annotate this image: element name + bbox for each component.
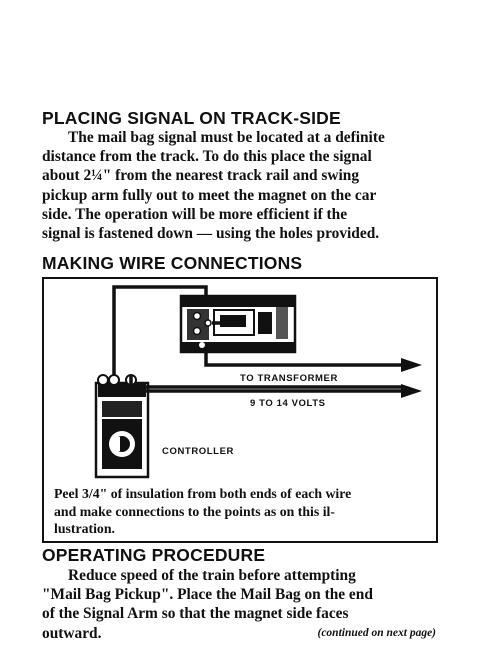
signal-unit (181, 296, 295, 352)
placing-line-6: signal is fastened down — using the holes provided. (42, 225, 380, 243)
operating-line-3: of the Signal Arm so that the magnet side faces (42, 605, 349, 623)
operating-line-1: Reduce speed of the train before attempting (68, 567, 356, 584)
placing-line-5: side. The operation will be more efficient if the (42, 205, 348, 223)
arrow-right-icon (401, 358, 422, 372)
placing-line-2: distance from the track. To do this place the signal (42, 148, 372, 166)
continued-note: (continued on next page) (317, 626, 436, 639)
placing-paragraph (42, 128, 440, 243)
wiring-note (54, 485, 426, 538)
operating-line-2: "Mail Bag Pickup". Place the Mail Bag on the end (42, 586, 373, 604)
wiring-diagram (42, 277, 438, 543)
placing-line-1: The mail bag signal must be located at a definite (68, 129, 385, 146)
wiring-note-line-3: lustration. (54, 521, 115, 536)
label-voltage: 9 TO 14 VOLTS (250, 398, 326, 409)
operating-paragraph (42, 566, 440, 643)
label-controller: CONTROLLER (162, 446, 234, 457)
wiring-note-line-1: Peel 3/4" of insulation from both ends of each wire (54, 486, 352, 501)
operating-line-4 (42, 624, 440, 643)
heading-wire-connections: MAKING WIRE CONNECTIONS (42, 253, 303, 273)
placing-line-4: pickup arm fully out to meet the magnet on the car (42, 186, 377, 204)
heading-operating-procedure: OPERATING PROCEDURE (42, 545, 266, 565)
label-to-transformer: TO TRANSFORMER (240, 373, 338, 384)
controller-unit (96, 375, 148, 477)
operating-line-4-text: outward. (42, 624, 102, 642)
arrow-right-icon (401, 384, 422, 398)
heading-placing-signal: PLACING SIGNAL ON TRACK-SIDE (42, 108, 341, 128)
wiring-note-line-2: and make connections to the points as on this il- (54, 503, 335, 519)
placing-line-3: about 2¼" from the nearest track rail and swing (42, 167, 360, 185)
